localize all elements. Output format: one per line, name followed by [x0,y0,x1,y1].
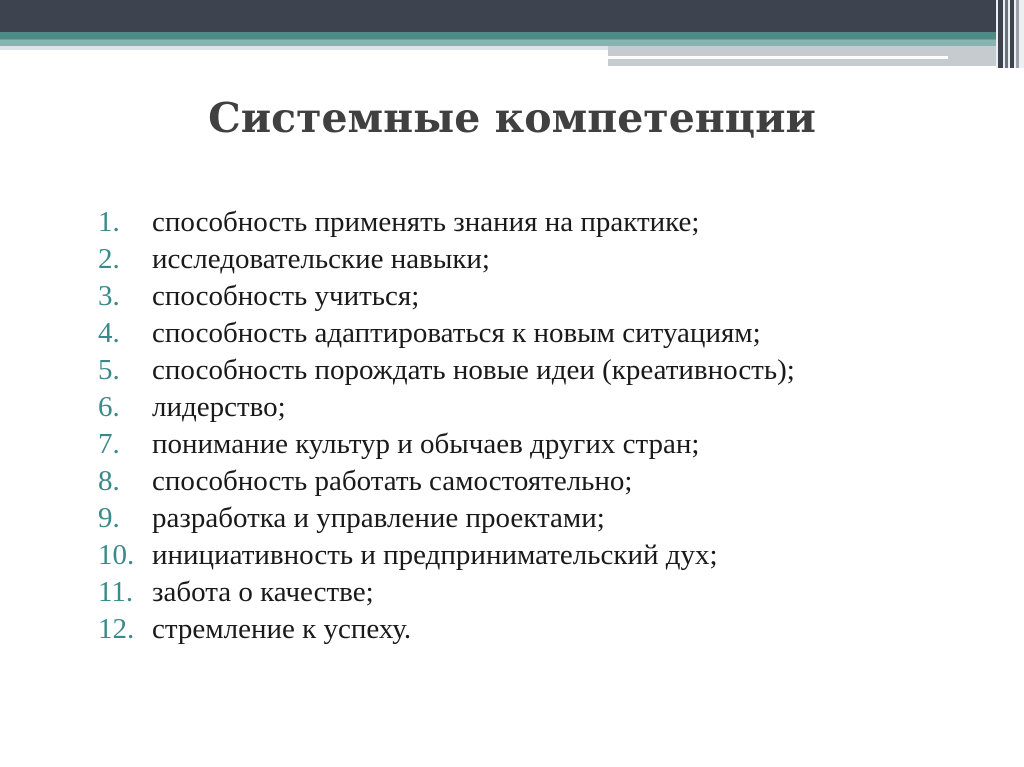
list-item [98,315,795,352]
header-dark-band [0,0,996,32]
item-text: разработка и управление проектами; [152,502,605,534]
item-text: стремление к успеху. [152,613,412,645]
stripe [998,0,1003,68]
item-number: 1. [98,206,120,238]
list-item [98,352,795,389]
list-item [98,389,795,426]
item-text: способность порождать новые идеи (креативность); [152,354,795,386]
list-item [98,241,795,278]
header-right-stripes [996,0,1024,68]
item-number: 8. [98,465,120,497]
list-item [98,500,795,537]
header-shadow-band [0,46,608,50]
item-number: 9. [98,502,120,534]
stripe [1005,0,1008,68]
item-number: 4. [98,317,120,349]
item-text: способность применять знания на практике; [152,206,700,238]
item-text: исследовательские навыки; [152,243,490,275]
list-item [98,204,795,241]
item-number: 6. [98,391,120,423]
item-text: способность учиться; [152,280,420,312]
item-number: 11. [98,576,134,608]
stripe [1010,0,1014,68]
item-number: 7. [98,428,120,460]
header-teal-band [0,32,996,46]
header-white-line [608,56,948,59]
item-number: 10. [98,539,135,571]
item-text: способность адаптироваться к новым ситуациям; [152,317,761,349]
slide-title: Системные компетенции [208,94,816,142]
item-number: 2. [98,243,120,275]
item-number: 3. [98,280,120,312]
list-item [98,426,795,463]
competence-list [98,204,795,648]
stripe [1016,0,1019,68]
item-text: способность работать самостоятельно; [152,465,633,497]
item-text: понимание культур и обычаев других стран; [152,428,700,460]
item-number: 12. [98,613,135,645]
list-item [98,574,795,611]
list-item [98,611,795,648]
item-number: 5. [98,354,120,386]
item-text: лидерство; [152,391,286,423]
list-item [98,537,795,574]
list-item [98,463,795,500]
item-text: забота о качестве; [152,576,374,608]
list-item [98,278,795,315]
item-text: инициативность и предпринимательский дух; [152,539,718,571]
